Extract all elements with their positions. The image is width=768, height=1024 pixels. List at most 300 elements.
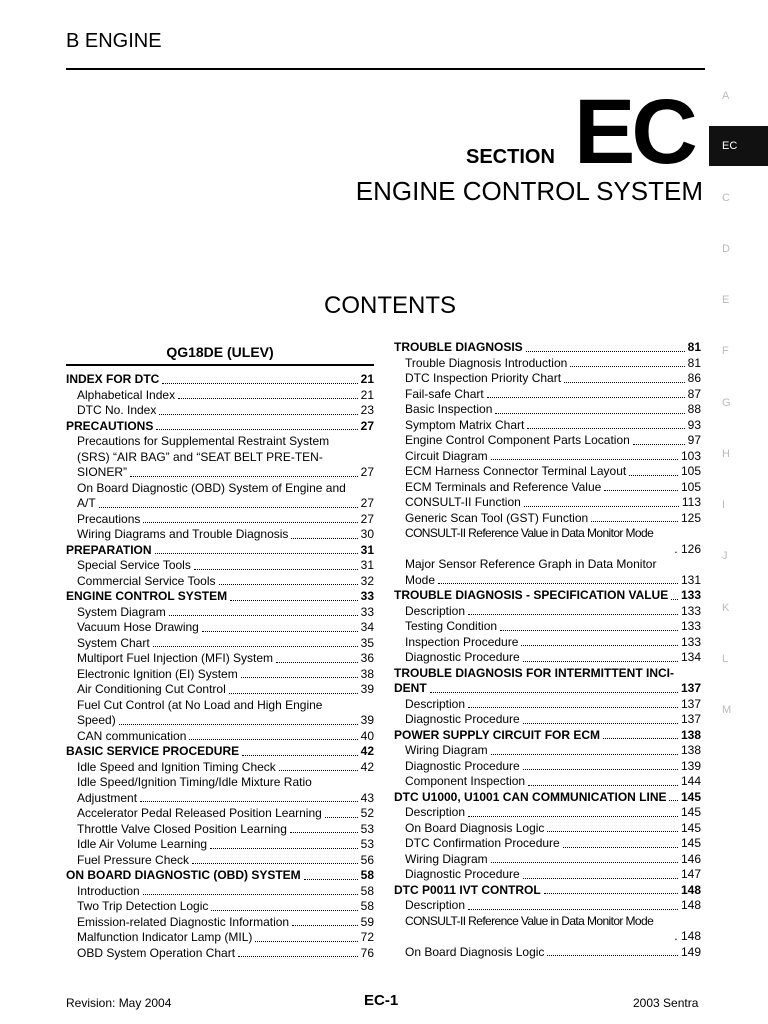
toc-entry-title: A/T: [77, 496, 96, 510]
toc-dot-leader: [99, 507, 358, 508]
toc-dot-leader: [523, 769, 678, 770]
toc-entry-title: Introduction: [77, 883, 140, 898]
toc-dot-leader: [290, 832, 358, 833]
toc-section-entry[interactable]: [66, 543, 374, 559]
toc-dot-leader: [162, 383, 357, 384]
toc-page-number: 27: [360, 418, 374, 433]
toc-dot-leader: [633, 444, 685, 445]
toc-entry[interactable]: [394, 774, 701, 790]
toc-entry-title: Accelerator Pedal Released Position Learning: [77, 806, 322, 820]
toc-dot-leader: [491, 754, 678, 755]
toc-dot-leader: [491, 459, 678, 460]
toc-entry[interactable]: [394, 387, 701, 403]
toc-left-column: [66, 340, 374, 961]
toc-page-number: 148: [680, 882, 701, 897]
toc-entry-title: Diagnostic Procedure: [405, 758, 520, 773]
toc-dot-leader: [153, 646, 358, 647]
toc-page-number: 97: [687, 433, 701, 447]
toc-entry[interactable]: [66, 636, 374, 652]
toc-page-number: 34: [360, 620, 374, 634]
toc-entry[interactable]: [394, 898, 701, 914]
toc-page-number: 145: [680, 789, 701, 804]
toc-dot-leader: [547, 955, 678, 956]
toc-dot-leader: [241, 677, 358, 678]
toc-dot-leader: [526, 351, 685, 352]
toc-page-number: 32: [360, 573, 374, 588]
toc-entry-title: Adjustment: [77, 790, 138, 805]
toc-entry-title: OBD System Operation Chart: [77, 945, 236, 960]
toc-dot-leader: [219, 584, 358, 585]
toc-dot-leader: [229, 693, 358, 694]
toc-page-number: 33: [360, 589, 374, 603]
toc-entry-title: System Diagram: [77, 604, 166, 619]
toc-dot-leader: [189, 739, 357, 740]
toc-dot-leader: [242, 755, 357, 756]
toc-page-number: 30: [360, 527, 374, 541]
toc-entry-title: On Board Diagnosis Logic: [405, 944, 545, 959]
toc-dot-leader: [230, 600, 358, 601]
toc-page-number: 133: [680, 603, 701, 618]
section-tab-f[interactable]: F: [722, 345, 729, 357]
toc-entry-title: Throttle Valve Closed Position Learning: [77, 821, 287, 836]
toc-entry[interactable]: [394, 867, 701, 883]
section-label: SECTION: [466, 146, 555, 168]
toc-entry[interactable]: [66, 620, 374, 636]
toc-page-number: 23: [360, 403, 374, 417]
toc-entry[interactable]: [66, 760, 374, 776]
toc-page-number: 131: [680, 572, 701, 587]
toc-dot-leader: [192, 863, 358, 864]
toc-entry[interactable]: [394, 821, 701, 837]
footer-model: 2003 Sentra: [633, 996, 699, 1010]
toc-dot-leader: [202, 631, 358, 632]
section-tab-e[interactable]: E: [722, 294, 730, 306]
toc-entry[interactable]: [66, 698, 374, 729]
toc-page-number: 58: [360, 883, 374, 898]
toc-page-number: 105: [680, 479, 701, 494]
toc-entry[interactable]: [66, 853, 374, 869]
toc-page-number: 53: [360, 821, 374, 836]
toc-dot-leader: [155, 553, 358, 554]
toc-entry-title: SIONER”: [77, 465, 128, 479]
toc-page-number: 86: [687, 371, 701, 385]
toc-page-number: 27: [360, 465, 374, 479]
section-tab-c[interactable]: C: [722, 192, 730, 204]
toc-section-entry[interactable]: [394, 666, 701, 697]
toc-entry[interactable]: [66, 651, 374, 667]
toc-entry-title: ENGINE CONTROL SYSTEM: [66, 589, 228, 603]
section-tab-h[interactable]: H: [722, 448, 730, 460]
toc-page-number: 125: [680, 510, 701, 525]
section-name: ENGINE CONTROL SYSTEM: [355, 176, 703, 206]
toc-entry[interactable]: [394, 371, 701, 387]
toc-dot-leader: [143, 522, 357, 523]
toc-entry-title: Engine Control Component Parts Location: [405, 433, 630, 447]
section-tab-a[interactable]: A: [722, 90, 730, 102]
toc-dot-leader: [292, 925, 358, 926]
toc-dot-leader: [291, 538, 357, 539]
toc-page-number: 58: [360, 899, 374, 913]
toc-entry-title: Trouble Diagnosis Introduction: [405, 355, 568, 370]
toc-page-number: 145: [680, 820, 701, 835]
toc-entry[interactable]: [394, 836, 701, 852]
toc-page-number: 39: [360, 713, 374, 727]
toc-section-entry[interactable]: [394, 728, 701, 744]
toc-entry[interactable]: [394, 650, 701, 666]
toc-page-number: 137: [680, 681, 701, 695]
toc-page-number: 149: [680, 944, 701, 959]
toc-entry[interactable]: [394, 464, 701, 480]
toc-entry-title: POWER SUPPLY CIRCUIT FOR ECM: [394, 727, 601, 742]
toc-entry-title: Idle Speed and Ignition Timing Check: [77, 759, 276, 774]
toc-entry[interactable]: [394, 743, 701, 759]
toc-dot-leader: [563, 847, 678, 848]
toc-page-number: 133: [680, 588, 701, 602]
toc-dot-leader: [629, 475, 678, 476]
toc-page-number: 113: [681, 495, 701, 509]
toc-dot-leader: [523, 878, 678, 879]
toc-entry-title: Symptom Matrix Chart: [405, 417, 525, 432]
toc-dot-leader: [156, 429, 357, 430]
toc-page-number: 39: [360, 682, 374, 696]
toc-page-number: 87: [687, 386, 701, 401]
toc-entry[interactable]: [66, 915, 374, 931]
toc-entry[interactable]: [394, 805, 701, 821]
toc-entry-title: Idle Air Volume Learning: [77, 837, 208, 851]
toc-entry-title: (SRS) “AIR BAG” and “SEAT BELT PRE-TEN-: [77, 449, 323, 464]
toc-page-number: 53: [360, 837, 374, 851]
toc-page-number: 81: [687, 340, 701, 354]
toc-entry[interactable]: [394, 495, 701, 511]
toc-section-entry[interactable]: [394, 588, 701, 604]
toc-dot-leader: [500, 630, 678, 631]
toc-section-entry[interactable]: [394, 883, 701, 899]
toc-entry[interactable]: [394, 945, 701, 961]
toc-page-number: 137: [680, 696, 701, 711]
toc-page-number: 31: [360, 558, 374, 572]
toc-entry-title: Special Service Tools: [77, 558, 191, 572]
toc-entry-title: DTC P0011 IVT CONTROL: [394, 882, 541, 897]
toc-page-number: 105: [680, 464, 701, 478]
section-tab-l[interactable]: L: [722, 653, 729, 665]
toc-entry-title: System Chart: [77, 635, 150, 650]
model-heading: QG18DE (ULEV): [66, 340, 374, 366]
toc-entry[interactable]: [394, 852, 701, 868]
toc-entry[interactable]: [394, 697, 701, 713]
toc-entry[interactable]: [66, 884, 374, 900]
toc-entry[interactable]: [66, 434, 374, 481]
toc-dot-leader: [521, 645, 678, 646]
toc-dot-leader: [130, 476, 358, 477]
toc-dot-leader: [468, 909, 678, 910]
toc-page-number: 76: [360, 945, 374, 960]
toc-entry[interactable]: [394, 635, 701, 651]
toc-entry-title: TROUBLE DIAGNOSIS: [394, 340, 523, 354]
toc-page-number: 139: [680, 758, 701, 773]
toc-entry[interactable]: [394, 604, 701, 620]
section-code: EC: [574, 81, 694, 183]
toc-entry[interactable]: [66, 946, 374, 962]
toc-section-entry[interactable]: [66, 868, 374, 884]
toc-entry-title: ECM Harness Connector Terminal Layout: [405, 464, 627, 478]
toc-entry-title: Fuel Pressure Check: [77, 852, 190, 867]
toc-dot-leader: [255, 941, 357, 942]
toc-entry[interactable]: [66, 605, 374, 621]
toc-dot-leader: [438, 583, 678, 584]
toc-page-number: 148: [680, 929, 701, 943]
toc-entry-title: CAN communication: [77, 728, 187, 743]
toc-entry-title: DTC U1000, U1001 CAN COMMUNICATION LINE: [394, 789, 667, 804]
toc-dot-leader: [671, 599, 678, 600]
toc-page-number: 58: [360, 868, 374, 882]
toc-entry-title: Vacuum Hose Drawing: [77, 620, 199, 634]
toc-entry[interactable]: [66, 403, 374, 419]
toc-entry-title: Speed): [77, 713, 116, 727]
toc-section-entry[interactable]: [394, 790, 701, 806]
toc-page-number: 146: [680, 851, 701, 866]
toc-page-number: 43: [360, 790, 374, 805]
toc-dot-leader: [603, 738, 678, 739]
toc-page-number: 42: [360, 744, 374, 758]
section-tab-k[interactable]: K: [722, 602, 730, 614]
section-tab-ec[interactable]: EC: [709, 126, 768, 166]
toc-entry-title: On Board Diagnosis Logic: [405, 820, 545, 835]
toc-page-number: 138: [680, 743, 701, 757]
toc-page-number: 148: [680, 898, 701, 912]
section-tab-j[interactable]: J: [722, 550, 728, 562]
toc-dot-leader: [491, 862, 678, 863]
toc-entry-title: Circuit Diagram: [405, 448, 488, 463]
toc-entry-title: DTC No. Index: [77, 403, 157, 417]
toc-entry-title: Emission-related Diagnostic Information: [77, 914, 290, 929]
toc-section-entry[interactable]: [66, 744, 374, 760]
toc-dot-leader: [528, 785, 678, 786]
toc-entry[interactable]: [66, 899, 374, 915]
toc-page-number: 72: [360, 930, 374, 944]
toc-page-number: 38: [360, 666, 374, 681]
toc-entry-title: Diagnostic Procedure: [405, 650, 520, 664]
toc-entry[interactable]: [66, 527, 374, 543]
toc-entry-title: Component Inspection: [405, 774, 526, 788]
toc-page-number: 33: [360, 604, 374, 619]
toc-entry-title: ON BOARD DIAGNOSTIC (OBD) SYSTEM: [66, 868, 301, 882]
toc-entry[interactable]: [394, 402, 701, 418]
toc-dot-leader: [564, 382, 685, 383]
toc-entry-title: Description: [405, 696, 466, 711]
toc-page-number: 144: [680, 774, 701, 788]
toc-page-number: 103: [680, 448, 701, 463]
toc-dot-leader: [279, 770, 358, 771]
toc-dot-leader: [523, 723, 678, 724]
toc-page-number: 88: [687, 402, 701, 416]
toc-entry[interactable]: [394, 619, 701, 635]
toc-entry-title: Multiport Fuel Injection (MFI) System: [77, 651, 274, 665]
toc-dot-leader: [140, 801, 358, 802]
toc-page-number: 145: [680, 836, 701, 850]
toc-entry-title: Generic Scan Tool (GST) Function: [405, 510, 589, 525]
toc-page-number: 21: [360, 387, 374, 402]
toc-entry[interactable]: [66, 775, 374, 806]
toc-dot-leader: [238, 956, 358, 957]
toc-section-entry[interactable]: [66, 372, 374, 388]
toc-dot-leader: [468, 614, 678, 615]
toc-entry[interactable]: [394, 914, 701, 945]
toc-entry[interactable]: [394, 433, 701, 449]
toc-entry-title: Wiring Diagram: [405, 743, 488, 757]
toc-dot-leader: [276, 662, 358, 663]
toc-dot-leader: [495, 413, 684, 414]
toc-entry[interactable]: [394, 526, 701, 557]
toc-dot-leader: [468, 816, 678, 817]
toc-entry-title: CONSULT-II Function: [405, 495, 521, 509]
toc-entry-title: DTC Inspection Priority Chart: [405, 371, 562, 385]
toc-entry[interactable]: [66, 481, 374, 512]
toc-entry-title: Wiring Diagram: [405, 851, 488, 866]
toc-entry[interactable]: [394, 759, 701, 775]
toc-dot-leader: [591, 521, 678, 522]
toc-entry-title: Electronic Ignition (EI) System: [77, 666, 238, 681]
toc-entry-title: Two Trip Detection Logic: [77, 899, 209, 913]
toc-dot-leader: [119, 724, 358, 725]
toc-entry[interactable]: [394, 511, 701, 527]
toc-page-number: 42: [360, 759, 374, 774]
toc-entry[interactable]: [66, 512, 374, 528]
toc-page-number: 81: [687, 355, 701, 370]
toc-entry[interactable]: [66, 930, 374, 946]
section-tab-i[interactable]: I: [722, 499, 726, 511]
toc-entry-title: Air Conditioning Cut Control: [77, 682, 226, 696]
toc-page-number: 31: [360, 542, 374, 557]
toc-dot-leader: [210, 848, 358, 849]
footer-page-number: EC-1: [364, 992, 399, 1009]
toc-entry-title: On Board Diagnostic (OBD) System of Engine and: [77, 480, 346, 495]
toc-page-number: 137: [680, 712, 701, 726]
toc-dot-leader: [487, 397, 685, 398]
toc-section-entry[interactable]: [66, 419, 374, 435]
toc-entry[interactable]: [66, 729, 374, 745]
toc-entry-title: Description: [405, 898, 466, 912]
toc-dot-leader: [430, 692, 678, 693]
toc-entry[interactable]: [66, 682, 374, 698]
toc-right-column: [394, 340, 701, 960]
toc-page-number: 40: [360, 728, 374, 743]
toc-page-number: 56: [360, 852, 374, 867]
toc-entry[interactable]: [66, 574, 374, 590]
toc-dot-leader: [143, 894, 358, 895]
toc-dot-leader: [159, 414, 357, 415]
toc-dot-leader: [169, 615, 358, 616]
toc-dot-leader: [544, 893, 678, 894]
toc-page-number: 133: [680, 634, 701, 649]
toc-entry[interactable]: [394, 418, 701, 434]
toc-dot-leader: [523, 661, 678, 662]
toc-entry[interactable]: [394, 480, 701, 496]
toc-dot-leader: .: [674, 929, 681, 943]
toc-dot-leader: [669, 800, 677, 801]
toc-dot-leader: [468, 707, 678, 708]
toc-page-number: 35: [360, 635, 374, 650]
toc-page-number: 52: [360, 806, 374, 820]
toc-section-entry[interactable]: [394, 340, 701, 356]
toc-dot-leader: [527, 428, 684, 429]
toc-page-number: 27: [360, 496, 374, 510]
toc-entry-title: CONSULT-II Reference Value in Data Monitor Mode: [405, 526, 654, 540]
toc-entry-title: Precautions for Supplemental Restraint System: [77, 434, 330, 448]
toc-page-number: 133: [680, 619, 701, 633]
toc-entry-title: Description: [405, 805, 466, 819]
toc-entry-title: BASIC SERVICE PROCEDURE: [66, 744, 240, 758]
toc-entry-title: INDEX FOR DTC: [66, 372, 160, 386]
toc-entry[interactable]: [66, 667, 374, 683]
toc-page-number: 145: [680, 805, 701, 819]
toc-entry[interactable]: [66, 388, 374, 404]
toc-entry-title: Malfunction Indicator Lamp (MIL): [77, 930, 253, 944]
toc-page-number: 147: [680, 867, 701, 881]
toc-entry-title: Precautions: [77, 511, 141, 526]
toc-entry-title: Description: [405, 603, 466, 618]
toc-dot-leader: .: [674, 541, 681, 556]
toc-entry[interactable]: [66, 837, 374, 853]
toc-entry[interactable]: [394, 356, 701, 372]
toc-entry-title: PRECAUTIONS: [66, 418, 154, 433]
section-tab-g[interactable]: G: [722, 397, 731, 409]
toc-dot-leader: [547, 831, 678, 832]
header-rule: [66, 68, 705, 70]
toc-entry[interactable]: [394, 449, 701, 465]
toc-dot-leader: [325, 817, 358, 818]
toc-entry[interactable]: [66, 806, 374, 822]
section-tab-m[interactable]: M: [722, 704, 732, 716]
toc-section-entry[interactable]: [66, 589, 374, 605]
toc-entry-title: Idle Speed/Ignition Timing/Idle Mixture Ratio: [77, 775, 312, 789]
toc-dot-leader: [524, 506, 679, 507]
toc-dot-leader: [178, 398, 358, 399]
toc-entry-title: DENT: [394, 681, 427, 695]
toc-dot-leader: [194, 569, 358, 570]
footer-revision: Revision: May 2004: [66, 996, 172, 1010]
toc-entry-title: Alphabetical Index: [77, 387, 176, 402]
toc-entry-title: Basic Inspection: [405, 402, 493, 416]
toc-dot-leader: [211, 910, 357, 911]
toc-dot-leader: [570, 366, 684, 367]
toc-entry[interactable]: [66, 558, 374, 574]
toc-page-number: 36: [360, 651, 374, 665]
toc-entry-title: Fuel Cut Control (at No Load and High Engine: [77, 697, 323, 712]
toc-entry-title: Testing Condition: [405, 619, 498, 633]
toc-entry-title: CONSULT-II Reference Value in Data Monitor Mode: [405, 913, 654, 928]
toc-dot-leader: [604, 490, 678, 491]
toc-entry[interactable]: [66, 822, 374, 838]
toc-dot-leader: [304, 879, 358, 880]
toc-entry-title: TROUBLE DIAGNOSIS - SPECIFICATION VALUE: [394, 588, 669, 602]
toc-entry[interactable]: [394, 712, 701, 728]
toc-entry-title: Commercial Service Tools: [77, 573, 216, 588]
toc-entry-title: PREPARATION: [66, 542, 152, 557]
toc-entry-title: DTC Confirmation Procedure: [405, 836, 560, 850]
toc-entry-title: ECM Terminals and Reference Value: [405, 479, 602, 494]
toc-page-number: 27: [360, 511, 374, 526]
section-tab-d[interactable]: D: [722, 243, 730, 255]
toc-entry-title: Major Sensor Reference Graph in Data Monitor: [405, 557, 657, 571]
toc-entry[interactable]: [394, 557, 701, 588]
toc-page-number: 138: [680, 727, 701, 742]
toc-page-number: 59: [360, 914, 374, 929]
toc-entry-title: Inspection Procedure: [405, 634, 519, 649]
toc-entry-title: Fail-safe Chart: [405, 386, 484, 401]
toc-entry-title: TROUBLE DIAGNOSIS FOR INTERMITTENT INCI-: [394, 665, 674, 680]
contents-title: CONTENTS: [324, 292, 456, 319]
toc-page-number: 134: [680, 650, 701, 664]
